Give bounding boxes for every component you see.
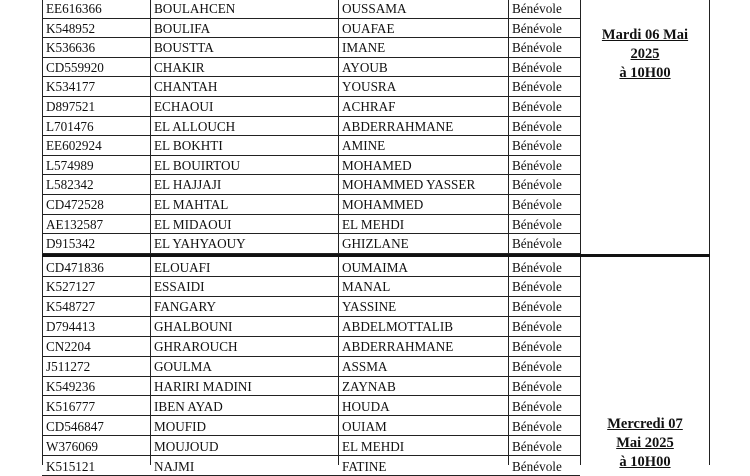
- last-name-cell: ESSAIDI: [154, 277, 338, 297]
- table-row: [42, 77, 580, 97]
- id-cell: L574989: [46, 156, 144, 176]
- id-cell: CD471836: [46, 258, 144, 278]
- first-name-cell: ACHRAF: [342, 97, 500, 117]
- last-name-cell: BOULAHCEN: [154, 0, 338, 19]
- session-date-1: [584, 26, 706, 83]
- last-name-cell: GHRAROUCH: [154, 337, 338, 357]
- first-name-cell: ABDELMOTTALIB: [342, 317, 500, 337]
- last-name-cell: GHALBOUNI: [154, 317, 338, 337]
- session-date-line: Mai 2025: [584, 434, 706, 453]
- id-cell: K516777: [46, 397, 144, 417]
- last-name-cell: EL HAJJAJI: [154, 175, 338, 195]
- id-cell: K548727: [46, 297, 144, 317]
- session-date-line: à 10H00: [584, 64, 706, 83]
- status-cell: Bénévole: [512, 156, 580, 176]
- table-row: [42, 377, 580, 397]
- table-row: [42, 136, 580, 156]
- id-cell: L701476: [46, 117, 144, 137]
- last-name-cell: BOUSTTA: [154, 38, 338, 58]
- first-name-cell: MANAL: [342, 277, 500, 297]
- id-cell: L582342: [46, 175, 144, 195]
- first-name-cell: AYOUB: [342, 58, 500, 78]
- first-name-cell: OUMAIMA: [342, 258, 500, 278]
- table-row: [42, 337, 580, 357]
- id-cell: K549236: [46, 377, 144, 397]
- table-row: [42, 277, 580, 297]
- id-cell: W376069: [46, 437, 144, 457]
- table-row: [42, 58, 580, 78]
- column-divider: [580, 0, 581, 465]
- session-date-line: à 10H00: [584, 453, 706, 472]
- first-name-cell: MOHAMMED: [342, 195, 500, 215]
- last-name-cell: BOULIFA: [154, 19, 338, 39]
- last-name-cell: HARIRI MADINI: [154, 377, 338, 397]
- last-name-cell: ECHAOUI: [154, 97, 338, 117]
- status-cell: Bénévole: [512, 357, 580, 377]
- status-cell: Bénévole: [512, 215, 580, 235]
- last-name-cell: EL YAHYAOUY: [154, 234, 338, 254]
- status-cell: Bénévole: [512, 175, 580, 195]
- id-cell: D794413: [46, 317, 144, 337]
- status-cell: Bénévole: [512, 234, 580, 254]
- status-cell: Bénévole: [512, 337, 580, 357]
- status-cell: Bénévole: [512, 277, 580, 297]
- last-name-cell: MOUFID: [154, 417, 338, 437]
- id-cell: CN2204: [46, 337, 144, 357]
- status-cell: Bénévole: [512, 0, 580, 19]
- first-name-cell: OUIAM: [342, 417, 500, 437]
- status-cell: Bénévole: [512, 317, 580, 337]
- first-name-cell: HOUDA: [342, 397, 500, 417]
- first-name-cell: EL MEHDI: [342, 437, 500, 457]
- table-row: [42, 156, 580, 176]
- table-row: [42, 317, 580, 337]
- last-name-cell: GOULMA: [154, 357, 338, 377]
- column-divider: [338, 0, 339, 465]
- last-name-cell: EL BOUIRTOU: [154, 156, 338, 176]
- first-name-cell: FATINE: [342, 457, 500, 476]
- table-row: [42, 297, 580, 317]
- table-row: [42, 357, 580, 377]
- first-name-cell: YOUSRA: [342, 77, 500, 97]
- first-name-cell: OUSSAMA: [342, 0, 500, 19]
- first-name-cell: ABDERRAHMANE: [342, 337, 500, 357]
- id-cell: CD559920: [46, 58, 144, 78]
- table-row: [42, 417, 580, 437]
- first-name-cell: EL MEHDI: [342, 215, 500, 235]
- roster-table: [42, 0, 710, 465]
- last-name-cell: EL MIDAOUI: [154, 215, 338, 235]
- last-name-cell: FANGARY: [154, 297, 338, 317]
- id-cell: D897521: [46, 97, 144, 117]
- status-cell: Bénévole: [512, 97, 580, 117]
- status-cell: Bénévole: [512, 117, 580, 137]
- session-date-line: Mercredi 07: [584, 415, 706, 434]
- table-row: [42, 457, 580, 476]
- status-cell: Bénévole: [512, 38, 580, 58]
- table-row: [42, 195, 580, 215]
- id-cell: K515121: [46, 457, 144, 476]
- column-divider: [508, 0, 509, 465]
- status-cell: Bénévole: [512, 377, 580, 397]
- id-cell: K548952: [46, 19, 144, 39]
- last-name-cell: EL MAHTAL: [154, 195, 338, 215]
- status-cell: Bénévole: [512, 417, 580, 437]
- id-cell: K534177: [46, 77, 144, 97]
- status-cell: Bénévole: [512, 58, 580, 78]
- first-name-cell: OUAFAE: [342, 19, 500, 39]
- status-cell: Bénévole: [512, 136, 580, 156]
- table-row: [42, 117, 580, 137]
- id-cell: J511272: [46, 357, 144, 377]
- status-cell: Bénévole: [512, 77, 580, 97]
- table-row: [42, 97, 580, 117]
- first-name-cell: ABDERRAHMANE: [342, 117, 500, 137]
- id-cell: CD472528: [46, 195, 144, 215]
- column-divider: [42, 0, 43, 465]
- table-row: [42, 19, 580, 39]
- last-name-cell: EL BOKHTI: [154, 136, 338, 156]
- status-cell: Bénévole: [512, 19, 580, 39]
- id-cell: AE132587: [46, 215, 144, 235]
- table-row: [42, 397, 580, 417]
- id-cell: CD546847: [46, 417, 144, 437]
- table-row: [42, 0, 580, 19]
- id-cell: D915342: [46, 234, 144, 254]
- first-name-cell: MOHAMED: [342, 156, 500, 176]
- last-name-cell: MOUJOUD: [154, 437, 338, 457]
- last-name-cell: CHAKIR: [154, 58, 338, 78]
- status-cell: Bénévole: [512, 195, 580, 215]
- table-row: [42, 437, 580, 457]
- session-date-line: Mardi 06 Mai: [584, 26, 706, 45]
- id-cell: K536636: [46, 38, 144, 58]
- last-name-cell: ELOUAFI: [154, 258, 338, 278]
- first-name-cell: MOHAMMED YASSER: [342, 175, 500, 195]
- first-name-cell: IMANE: [342, 38, 500, 58]
- first-name-cell: AMINE: [342, 136, 500, 156]
- last-name-cell: EL ALLOUCH: [154, 117, 338, 137]
- id-cell: EE616366: [46, 0, 144, 19]
- session-date-2: [584, 415, 706, 472]
- session-date-line: 2025: [584, 45, 706, 64]
- id-cell: EE602924: [46, 136, 144, 156]
- table-row: [42, 215, 580, 235]
- group-separator: [42, 254, 710, 257]
- first-name-cell: ZAYNAB: [342, 377, 500, 397]
- status-cell: Bénévole: [512, 457, 580, 476]
- last-name-cell: NAJMI: [154, 457, 338, 476]
- first-name-cell: GHIZLANE: [342, 234, 500, 254]
- table-row: [42, 38, 580, 58]
- table-row: [42, 234, 580, 254]
- id-cell: K527127: [46, 277, 144, 297]
- status-cell: Bénévole: [512, 297, 580, 317]
- first-name-cell: ASSMA: [342, 357, 500, 377]
- status-cell: Bénévole: [512, 397, 580, 417]
- status-cell: Bénévole: [512, 437, 580, 457]
- column-divider: [150, 0, 151, 465]
- table-row: [42, 258, 580, 278]
- last-name-cell: CHANTAH: [154, 77, 338, 97]
- first-name-cell: YASSINE: [342, 297, 500, 317]
- table-row: [42, 175, 580, 195]
- status-cell: Bénévole: [512, 258, 580, 278]
- last-name-cell: IBEN AYAD: [154, 397, 338, 417]
- table-right-border: [709, 0, 710, 465]
